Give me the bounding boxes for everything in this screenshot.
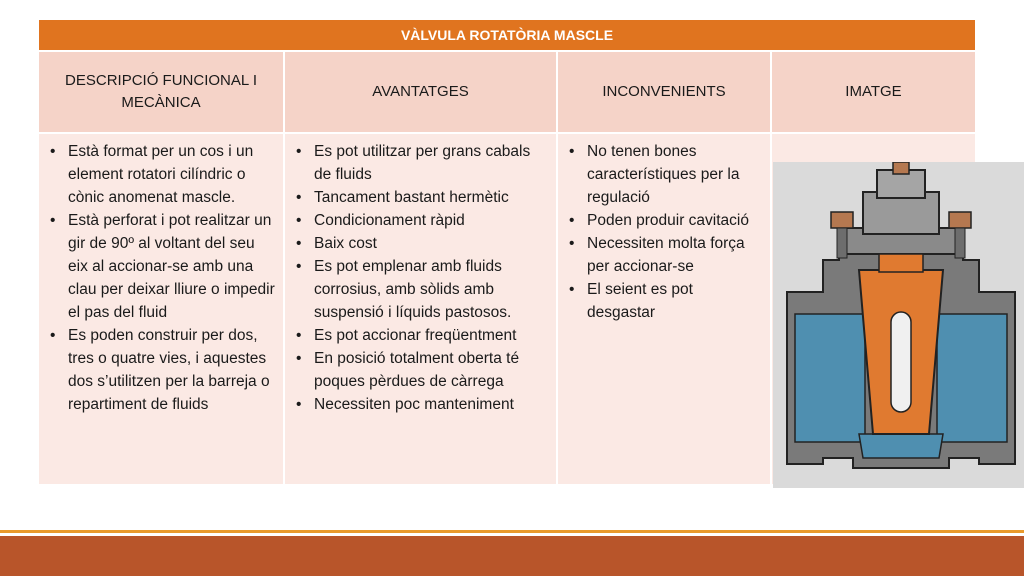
list-item: • Es pot accionar freqüentment [291, 324, 550, 347]
list-item: • Es pot emplenar amb fluids corrosius, amb sòlids amb suspensió i líquids pastosos. [291, 255, 550, 324]
list-item: • Tancament bastant hermètic [291, 186, 550, 209]
header-inconvenients: INCONVENIENTS [557, 51, 771, 133]
list-item: • No tenen bones característiques per la regulació [564, 140, 764, 209]
table-title: VÀLVULA ROTATÒRIA MASCLE [38, 19, 976, 51]
plug-valve-diagram [773, 162, 1024, 488]
list-item: • Poden produir cavitació [564, 209, 764, 232]
list-item: • Està format per un cos i un element rotatori cilíndric o cònic anomenat mascle. [45, 140, 277, 209]
plug-valve-drawing [773, 162, 1024, 488]
descripcio-cell [38, 133, 284, 485]
avantatges-cell [284, 133, 557, 485]
footer-band [0, 536, 1024, 576]
list-item: • Es poden construir per dos, tres o quatre vies, i aquestes dos s’utilitzen per la barreja o repartiment de fluids [45, 324, 277, 416]
list-item: • Condicionament ràpid [291, 209, 550, 232]
list-item: • El seient es pot desgastar [564, 278, 764, 324]
list-item: • Necessiten poc manteniment [291, 393, 550, 416]
inconvenients-cell [557, 133, 771, 485]
descripcio-list [45, 140, 277, 416]
avantatges-list [291, 140, 550, 416]
header-avantatges: AVANTATGES [284, 51, 557, 133]
list-item: • Es pot utilitzar per grans cabals de fluids [291, 140, 550, 186]
list-item: • Està perforat i pot realitzar un gir de 90º al voltant del seu eix al accionar-se amb una clau per deixar lliure o impedir el pas del fluid [45, 209, 277, 324]
header-imatge: IMATGE [771, 51, 976, 133]
footer-accent-line [0, 530, 1024, 533]
list-item: • En posició totalment oberta té poques pèrdues de càrrega [291, 347, 550, 393]
list-item: • Necessiten molta força per accionar-se [564, 232, 764, 278]
list-item: • Baix cost [291, 232, 550, 255]
header-descripcio: DESCRIPCIÓ FUNCIONAL I MECÀNICA [38, 51, 284, 133]
inconvenients-list [564, 140, 764, 324]
